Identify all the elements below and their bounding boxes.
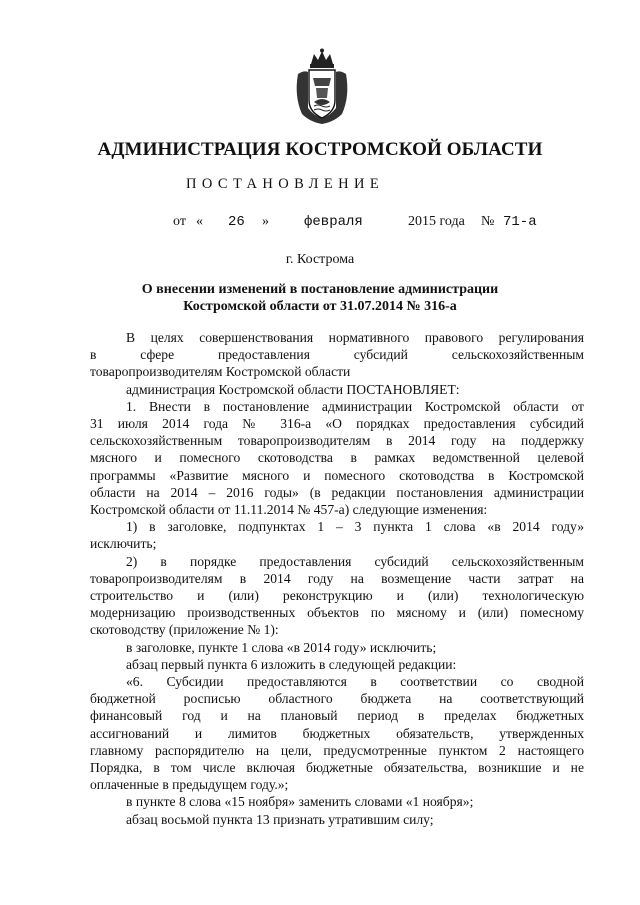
paragraph-line: скотоводству (приложение № 1): [90,622,279,638]
paragraph-line: мясного и помесного скотоводства в рамках ведомственной целевой [90,450,584,466]
document-body [90,329,584,828]
paragraph-line: товаропроизводителям Костромской области [90,364,351,380]
subject-line-1: О внесении изменений в постановление администрации [141,282,499,297]
paragraph-line: в сфере предоставления субсидий сельскохозяйственным [90,347,584,363]
paragraph-line: товаропроизводителям в 2014 году на возмещение части затрат на [90,570,584,586]
date-prefix: от [173,214,186,229]
paragraph-line: 1. Внести в постановление администрации Костромской области от [126,398,584,414]
paragraph-line: Костромской области от 11.11.2014 № 457-а) следующие изменения: [90,502,488,518]
doc-number-sign: № [481,214,495,229]
paragraph-line: администрация Костромской области ПОСТАНОВЛЯЕТ: [126,381,460,397]
paragraph-line: сельскохозяйственным товаропроизводителям в 2014 году на поддержку [90,433,584,449]
paragraph-line: исключить; [90,536,157,552]
paragraph-line: программы «Развитие мясного и помесного скотоводства в Костромской [90,467,584,483]
paragraph-line: абзац восьмой пункта 13 признать утратившим силу; [126,811,434,827]
paragraph-line: в пункте 8 слова «15 ноября» заменить словами «1 ноября»; [126,794,474,810]
paragraph-line: в заголовке, пункте 1 слова «в 2014 году» исключить; [126,639,437,655]
paragraph-line: 1) в заголовке, подпунктах 1 – 3 пункта 1 слова «в 2014 году» [126,519,584,535]
paragraph-line: главному распорядителю на цели, предусмотренные пунктом 2 настоящего [90,742,584,758]
paragraph-line: Порядка, в том числе включая бюджетные обязательства, возникшие и не [90,760,584,776]
paragraph-line: финансовый год и на плановый период в пределах бюджетных [90,708,584,724]
date-year: 2015 года [408,214,465,229]
subject-line-2: Костромской области от 31.07.2014 № 316-а [183,299,457,314]
paragraph-line: В целях совершенствования нормативного правового регулирования [126,330,584,345]
organization-title: АДМИНИСТРАЦИЯ КОСТРОМСКОЙ ОБЛАСТИ [97,139,543,160]
paragraph-line: «6. Субсидии предоставляются в соответствии со сводной [126,674,584,690]
document-type: ПОСТАНОВЛЕНИЕ [186,176,385,192]
paragraph-line: абзац первый пункта 6 изложить в следующей редакции: [126,656,457,672]
city: г. Кострома [285,252,355,267]
date-close-quote: » [262,214,269,229]
paragraph-line: 2) в порядке предоставления субсидий сельскохозяйственным [126,553,584,569]
paragraph-line: модернизацию производственных объектов по мясному и (или) помесному [90,605,584,621]
paragraph-line: строительство и (или) реконструкцию и (или) технологическую [90,588,584,604]
date-day: 26 [228,214,245,230]
paragraph-line: оплаченные в предыдущем году.»; [90,777,289,793]
date-open-quote: « [196,214,203,229]
paragraph-line: ассигнований и лимитов бюджетных обязательств, утвержденных [90,725,584,741]
doc-number: 71-а [503,214,537,230]
paragraph-line: области на 2014 – 2016 годы» (в редакции постановления администрации [90,484,584,500]
paragraph-line: бюджетной росписью областного бюджета на соответствующий [90,691,584,707]
coat-of-arms-emblem [292,48,352,126]
paragraph-line: 31 июля 2014 года № 316-а «О порядках предоставления субсидий [90,416,584,432]
date-month: февраля [304,214,363,230]
document-subject [110,281,530,315]
